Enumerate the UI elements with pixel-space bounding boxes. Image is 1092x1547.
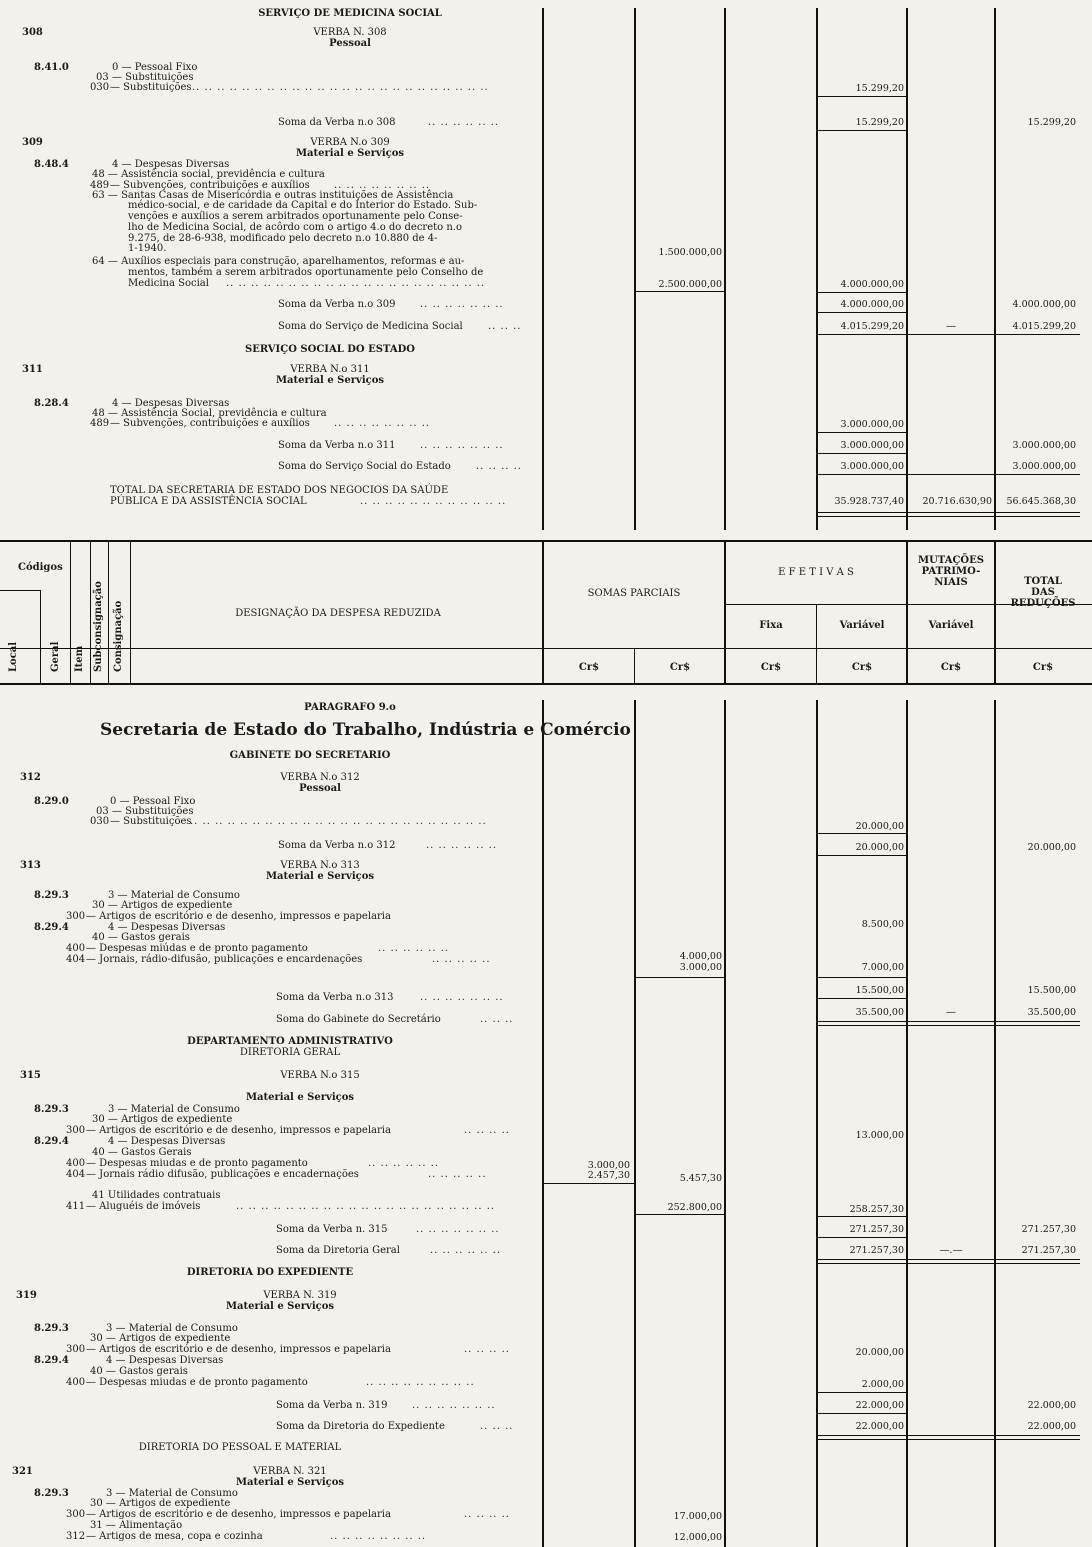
value: 20.000,00 xyxy=(855,842,904,853)
total: 4.000.000,00 xyxy=(1012,299,1076,310)
line: 48 — Assistência Social, previdência e cultura xyxy=(92,408,327,419)
header-mut: MUTAÇÕES xyxy=(918,555,984,566)
verba-code: 313 xyxy=(20,860,41,871)
verba-code: 319 xyxy=(16,1290,37,1301)
line: venções e auxílios a serem arbitrados oportunamente pelo Conse- xyxy=(128,211,463,222)
value: 13.000,00 xyxy=(855,1130,904,1141)
code: 8.29.4 xyxy=(34,1355,69,1366)
total: 35.500,00 xyxy=(1027,1007,1076,1018)
sum-label: Soma da Verba n. 319 xyxy=(276,1400,388,1411)
section-title: SERVIÇO DE MEDICINA SOCIAL xyxy=(258,8,442,19)
line: 30 — Artigos de expediente xyxy=(92,1114,233,1125)
leader-dots: .. .. .. xyxy=(480,1421,514,1432)
leader-dots: .. .. .. .. .. .. .. .. .. .. .. .. .. .. .. .. .. .. .. .. .. xyxy=(236,1201,496,1212)
value: 20.000,00 xyxy=(855,821,904,832)
code: 404 xyxy=(66,1169,86,1180)
column-rule xyxy=(816,8,818,530)
verba-code: 315 xyxy=(20,1070,41,1081)
rule xyxy=(818,516,1080,517)
leader-dots: .. .. .. xyxy=(480,1014,514,1025)
rule xyxy=(818,1413,906,1414)
line: 0 — Pessoal Fixo xyxy=(110,796,196,807)
verba-code: 312 xyxy=(20,772,41,783)
code: 8.28.4 xyxy=(34,398,69,409)
verba-sub: Pessoal xyxy=(299,783,341,794)
line: — Jornais rádio difusão, publicações e encadernações xyxy=(86,1169,359,1180)
paragraph-title: PARAGRAFO 9.o xyxy=(304,702,396,713)
line: 4 — Despesas Diversas xyxy=(108,922,226,933)
code: 400 xyxy=(66,1158,86,1169)
total: 271.257,30 xyxy=(1021,1224,1076,1235)
total: 3.000.000,00 xyxy=(1012,461,1076,472)
value: 3.000.000,00 xyxy=(840,419,904,430)
code: 300 xyxy=(66,1125,86,1136)
header-efetivas: E F E T I V A S xyxy=(778,567,854,578)
leader-dots: .. .. .. .. .. .. xyxy=(368,1158,440,1169)
rule xyxy=(818,334,1080,335)
sum-label: Soma do Serviço de Medicina Social xyxy=(278,321,463,332)
code: 8.29.4 xyxy=(34,1136,69,1147)
code: 8.29.0 xyxy=(34,796,69,807)
code: 489 xyxy=(90,418,110,429)
column-rule xyxy=(634,648,635,684)
line: 4 — Despesas Diversas xyxy=(108,1136,226,1147)
rule xyxy=(818,855,906,856)
code: 400 xyxy=(66,1377,86,1388)
line: — Subvenções, contribuições e auxílios xyxy=(110,180,310,191)
verba-title: VERBA N.o 312 xyxy=(280,772,360,783)
line: 30 — Artigos de expediente xyxy=(90,1333,231,1344)
leader-dots: .. .. .. .. .. .. .. .. xyxy=(334,418,431,429)
line: 0 — Pessoal Fixo xyxy=(112,62,198,73)
line: — Artigos de escritório e de desenho, impressos e papelaria xyxy=(86,1509,391,1520)
rule xyxy=(818,1237,906,1238)
code: 8.29.4 xyxy=(34,922,69,933)
leader-dots: .. .. .. .. xyxy=(476,461,522,472)
rule xyxy=(818,130,906,131)
column-rule xyxy=(634,8,636,530)
header-top-rule xyxy=(0,540,1092,542)
dash: — xyxy=(946,321,956,332)
rule xyxy=(818,1439,1080,1440)
value: 4.000.000,00 xyxy=(840,279,904,290)
verba-title: VERBA N. 321 xyxy=(253,1466,327,1477)
rule xyxy=(818,1259,1080,1260)
header-currency: Cr$ xyxy=(760,662,782,673)
header-rule xyxy=(0,648,1092,649)
line: Medicina Social xyxy=(128,278,209,289)
code: 8.29.3 xyxy=(34,1104,69,1115)
column-rule xyxy=(542,8,544,530)
line: mentos, também a serem arbitrados oportunamente pelo Conselho de xyxy=(128,267,484,278)
column-rule xyxy=(906,700,908,1547)
value: 4.000,00 xyxy=(679,951,722,962)
value: 15.299,20 xyxy=(855,117,904,128)
header-currency: Cr$ xyxy=(1032,662,1054,673)
verba-sub: Material e Serviços xyxy=(275,375,385,386)
column-rule xyxy=(634,700,636,1547)
value: 258.257,30 xyxy=(849,1204,904,1215)
section-title: GABINETE DO SECRETARIO xyxy=(229,750,391,761)
code: 300 xyxy=(66,911,86,922)
header-total: DAS xyxy=(1031,587,1055,598)
line: 9.275, de 28-6-938, modificado pelo decreto n.o 10.880 de 4- xyxy=(128,233,438,244)
column-rule xyxy=(90,540,91,684)
leader-dots: .. .. .. .. .. .. .. xyxy=(420,992,504,1003)
line: — Substituições xyxy=(110,816,192,827)
sum-label: Soma da Diretoria Geral xyxy=(276,1245,400,1256)
verba-title: VERBA N. 319 xyxy=(263,1290,337,1301)
sum-label: Soma da Verba n. 315 xyxy=(276,1224,388,1235)
value: 17.000,00 xyxy=(673,1511,722,1522)
line: — Artigos de escritório e de desenho, impressos e papelaria xyxy=(86,1125,391,1136)
value: 3.000,00 xyxy=(587,1160,630,1171)
rule xyxy=(818,1021,1080,1022)
section-subtitle: DIRETORIA GERAL xyxy=(239,1047,341,1058)
value: 5.457,30 xyxy=(679,1173,722,1184)
value: 15.299,20 xyxy=(855,83,904,94)
verba-title: VERBA N.o 311 xyxy=(290,364,370,375)
verba-title: VERBA N.o 309 xyxy=(310,137,390,148)
line: — Despesas miudas e de pronto pagamento xyxy=(86,1158,308,1169)
value: 2.000,00 xyxy=(861,1379,904,1390)
value: 271.257,30 xyxy=(849,1224,904,1235)
value: 20.716.630,90 xyxy=(922,496,992,507)
total: 15.299,20 xyxy=(1027,117,1076,128)
rule xyxy=(818,1435,1080,1436)
code: 030 xyxy=(90,82,110,93)
rule xyxy=(544,1183,636,1184)
header-bottom-rule xyxy=(0,683,1092,685)
verba-sub: Material e Serviços xyxy=(225,1301,335,1312)
header-mut: NIAIS xyxy=(934,577,968,588)
verba-code: 308 xyxy=(22,27,43,38)
value: 8.500,00 xyxy=(861,919,904,930)
value: 2.457,30 xyxy=(587,1170,630,1181)
total: 15.500,00 xyxy=(1027,985,1076,996)
column-rule xyxy=(994,700,996,1547)
dash: —.— xyxy=(939,1245,963,1256)
sum-label: Soma da Diretoria do Expediente xyxy=(276,1421,445,1432)
line: — Artigos de escritório e de desenho, impressos e papelaria xyxy=(86,911,391,922)
line: médico-social, e de caridade da Capital e do Interior do Estado. Sub- xyxy=(128,200,478,211)
total: 22.000,00 xyxy=(1027,1421,1076,1432)
line: 03 — Substituições xyxy=(96,72,194,83)
total: 3.000.000,00 xyxy=(1012,440,1076,451)
code: 030 xyxy=(90,816,110,827)
total: 4.015.299,20 xyxy=(1012,321,1076,332)
total: 22.000,00 xyxy=(1027,1400,1076,1411)
line: 40 — Gastos Gerais xyxy=(92,1147,192,1158)
verba-code: 321 xyxy=(12,1466,33,1477)
value: 12.000,00 xyxy=(673,1532,722,1543)
line: — Aluguéis de imóveis xyxy=(86,1201,201,1212)
line: — Substituições xyxy=(110,82,192,93)
rule xyxy=(636,977,726,978)
total: 271.257,30 xyxy=(1021,1245,1076,1256)
verba-code: 311 xyxy=(22,364,43,375)
code: 300 xyxy=(66,1344,86,1355)
sum-label: Soma do Gabinete do Secretário xyxy=(276,1014,441,1025)
code: 8.29.3 xyxy=(34,1488,69,1499)
rule xyxy=(818,96,906,97)
code: 404 xyxy=(66,954,86,965)
column-rule xyxy=(816,700,818,1547)
column-rule xyxy=(816,604,817,684)
code: 400 xyxy=(66,943,86,954)
line: 40 — Gastos gerais xyxy=(90,1366,188,1377)
rule xyxy=(818,998,906,999)
column-rule xyxy=(40,590,41,684)
verba-code: 309 xyxy=(22,137,43,148)
sum-label: Soma da Verba n.o 309 xyxy=(278,299,396,310)
section-title: DIRETORIA DO EXPEDIENTE xyxy=(186,1267,354,1278)
rule xyxy=(636,1214,726,1215)
column-rule xyxy=(70,540,71,684)
header-designacao: DESIGNAÇÃO DA DESPESA REDUZIDA xyxy=(235,608,441,619)
line: 48 — Assistência social, previdência e cultura xyxy=(92,169,325,180)
rule xyxy=(818,453,906,454)
column-rule xyxy=(130,540,131,684)
rule xyxy=(818,1025,1080,1026)
rule xyxy=(818,312,906,313)
header-total: REDUÇÕES xyxy=(1010,598,1076,609)
code: 8.41.0 xyxy=(34,62,69,73)
verba-sub: Material e Serviços xyxy=(295,148,405,159)
column-rule xyxy=(724,8,726,530)
code: 411 xyxy=(66,1201,86,1212)
sum-label: Soma da Verba n.o 308 xyxy=(278,117,396,128)
leader-dots: .. .. .. .. .. .. .. .. xyxy=(330,1531,427,1542)
header-currency: Cr$ xyxy=(578,662,600,673)
header-codigos: Códigos xyxy=(18,562,63,573)
column-rule xyxy=(108,540,109,684)
leader-dots: .. .. .. .. .. .. xyxy=(430,1245,502,1256)
value: 3.000.000,00 xyxy=(840,440,904,451)
line: 40 — Gastos gerais xyxy=(92,932,190,943)
value: 7.000,00 xyxy=(861,962,904,973)
code: 8.29.3 xyxy=(34,890,69,901)
value: 1.500.000,00 xyxy=(658,247,722,258)
verba-title: VERBA N.o 313 xyxy=(280,860,360,871)
line: — Despesas miúdas e de pronto pagamento xyxy=(86,943,308,954)
secretaria-title: Secretaria de Estado do Trabalho, Indústria e Comércio xyxy=(100,720,631,740)
rule xyxy=(818,474,1080,475)
value: 4.000.000,00 xyxy=(840,299,904,310)
total: 20.000,00 xyxy=(1027,842,1076,853)
line: 4 — Despesas Diversas xyxy=(106,1355,224,1366)
line: — Jornais, rádio-difusão, publicações e encardenações xyxy=(86,954,363,965)
rule xyxy=(818,1263,1080,1264)
code: 8.29.3 xyxy=(34,1323,69,1334)
section-title: DIRETORIA DO PESSOAL E MATERIAL xyxy=(138,1442,342,1453)
leader-dots: .. .. .. .. xyxy=(464,1125,510,1136)
line: lho de Medicina Social, de acôrdo com o artigo 4.o do decreto n.o xyxy=(128,222,462,233)
leader-dots: .. .. .. .. .. .. xyxy=(378,943,450,954)
code: 8.48.4 xyxy=(34,159,69,170)
section-title: DEPARTAMENTO ADMINISTRATIVO xyxy=(187,1036,393,1047)
line: 30 — Artigos de expediente xyxy=(90,1498,231,1509)
header-mut: PATRIMO- xyxy=(921,566,981,577)
rule xyxy=(818,432,906,433)
line: 1-1940. xyxy=(128,243,167,254)
total: 56.645.368,30 xyxy=(1006,496,1076,507)
value: 22.000,00 xyxy=(855,1400,904,1411)
dash: — xyxy=(946,1007,956,1018)
line: 3 — Material de Consumo xyxy=(106,1323,238,1334)
code: 489 xyxy=(90,180,110,191)
leader-dots: .. .. .. .. .. .. xyxy=(428,117,500,128)
leader-dots: .. .. .. xyxy=(488,321,522,332)
verba-sub: Pessoal xyxy=(329,38,371,49)
header-item: Item xyxy=(74,645,85,672)
sum-label: Soma da Verba n.o 312 xyxy=(278,840,396,851)
value: 2.500.000,00 xyxy=(658,279,722,290)
value: 15.500,00 xyxy=(855,985,904,996)
leader-dots: .. .. .. .. .. xyxy=(432,954,491,965)
rule xyxy=(818,292,906,293)
value: 252.800,00 xyxy=(667,1202,722,1213)
leader-dots: .. .. .. .. .. .. .. .. xyxy=(334,180,431,191)
rule xyxy=(818,833,906,834)
column-rule xyxy=(724,700,726,1547)
line: 64 — Auxílios especiais para construção, aparelhamentos, reformas e au- xyxy=(92,256,465,267)
leader-dots: .. .. .. .. .. .. .. .. .. .. .. .. xyxy=(360,496,507,507)
line: 3 — Material de Consumo xyxy=(108,1104,240,1115)
verba-sub: Material e Serviços xyxy=(235,1477,345,1488)
section-title: SERVIÇO SOCIAL DO ESTADO xyxy=(245,344,415,355)
leader-dots: .. .. .. .. .. .. .. xyxy=(412,1400,496,1411)
rule xyxy=(818,1392,906,1393)
code: 312 xyxy=(66,1531,86,1542)
verba-sub: Material e Serviços xyxy=(245,1092,355,1103)
grand-total-label: PÚBLICA E DA ASSISTÊNCIA SOCIAL xyxy=(110,496,307,507)
leader-dots: .. .. .. .. .. .. .. .. .. .. .. .. .. .. .. .. .. .. .. .. .. .. .. .. xyxy=(192,82,489,93)
column-rule xyxy=(542,700,544,1547)
value: 4.015.299,20 xyxy=(840,321,904,332)
sum-label: Soma do Serviço Social do Estado xyxy=(278,461,451,472)
line: — Artigos de escritório e de desenho, impressos e papelaria xyxy=(86,1344,391,1355)
verba-title: VERBA N. 308 xyxy=(313,27,387,38)
header-currency: Cr$ xyxy=(669,662,691,673)
value: 3.000,00 xyxy=(679,962,722,973)
value: 35.928.737,40 xyxy=(834,496,904,507)
header-currency: Cr$ xyxy=(851,662,873,673)
line: 30 — Artigos de expediente xyxy=(92,900,233,911)
value: 22.000,00 xyxy=(855,1421,904,1432)
leader-dots: .. .. .. .. .. .. xyxy=(426,840,498,851)
leader-dots: .. .. .. .. xyxy=(464,1344,510,1355)
line: 4 — Despesas Diversas xyxy=(112,159,230,170)
line: 31 — Alimentação xyxy=(90,1520,183,1531)
leader-dots: .. .. .. .. .. .. .. .. .. xyxy=(366,1377,475,1388)
code: 300 xyxy=(66,1509,86,1520)
header-variavel: Variável xyxy=(839,620,885,631)
line: 4 — Despesas Diversas xyxy=(112,398,230,409)
column-rule xyxy=(994,8,996,530)
verba-sub: Material e Serviços xyxy=(265,871,375,882)
leader-dots: .. .. .. .. .. xyxy=(428,1169,487,1180)
value: 20.000,00 xyxy=(855,1347,904,1358)
value: 3.000.000,00 xyxy=(840,461,904,472)
line: — Artigos de mesa, copa e cozinha xyxy=(86,1531,263,1542)
line: 03 — Substituições xyxy=(96,806,194,817)
header-subcons: Subconsignação xyxy=(93,581,104,672)
column-rule xyxy=(906,8,908,530)
rule xyxy=(636,291,726,292)
leader-dots: .. .. .. .. .. .. .. xyxy=(420,440,504,451)
value: 35.500,00 xyxy=(855,1007,904,1018)
leader-dots: .. .. .. .. .. .. .. xyxy=(416,1224,500,1235)
leader-dots: .. .. .. .. .. .. .. xyxy=(420,299,504,310)
line: 41 Utilidades contratuais xyxy=(92,1190,221,1201)
rule xyxy=(818,512,1080,513)
value: 271.257,30 xyxy=(849,1245,904,1256)
header-variavel: Variável xyxy=(928,620,974,631)
leader-dots: .. .. .. .. xyxy=(464,1509,510,1520)
line: 3 — Material de Consumo xyxy=(108,890,240,901)
header-local: Local xyxy=(8,641,19,672)
header-currency: Cr$ xyxy=(940,662,962,673)
verba-title: VERBA N.o 315 xyxy=(280,1070,360,1081)
leader-dots: .. .. .. .. .. .. .. .. .. .. .. .. .. .. .. .. .. .. .. .. .. xyxy=(226,278,486,289)
line: 3 — Material de Consumo xyxy=(106,1488,238,1499)
rule xyxy=(818,1216,906,1217)
line: 63 — Santas Casas de Misericórdia e outras instituições de Assistência xyxy=(92,190,454,201)
header-fixa: Fixa xyxy=(759,620,783,631)
header-somas: SOMAS PARCIAIS xyxy=(587,588,681,599)
sum-label: Soma da Verba n.o 313 xyxy=(276,992,394,1003)
grand-total-label: TOTAL DA SECRETARIA DE ESTADO DOS NEGOCIOS DA SAÚDE xyxy=(110,485,449,496)
leader-dots: .. .. .. .. .. .. .. .. .. .. .. .. .. .. .. .. .. .. .. .. .. .. .. .. xyxy=(190,816,487,827)
header-total: TOTAL xyxy=(1024,576,1062,587)
header-rule xyxy=(0,590,40,591)
header-cons: Consignação xyxy=(113,600,124,672)
sum-label: Soma da Verba n.o 311 xyxy=(278,440,396,451)
header-geral: Geral xyxy=(50,641,61,672)
rule xyxy=(818,977,906,978)
line: — Subvenções, contribuições e auxílios xyxy=(110,418,310,429)
line: — Despesas miudas e de pronto pagamento xyxy=(86,1377,308,1388)
